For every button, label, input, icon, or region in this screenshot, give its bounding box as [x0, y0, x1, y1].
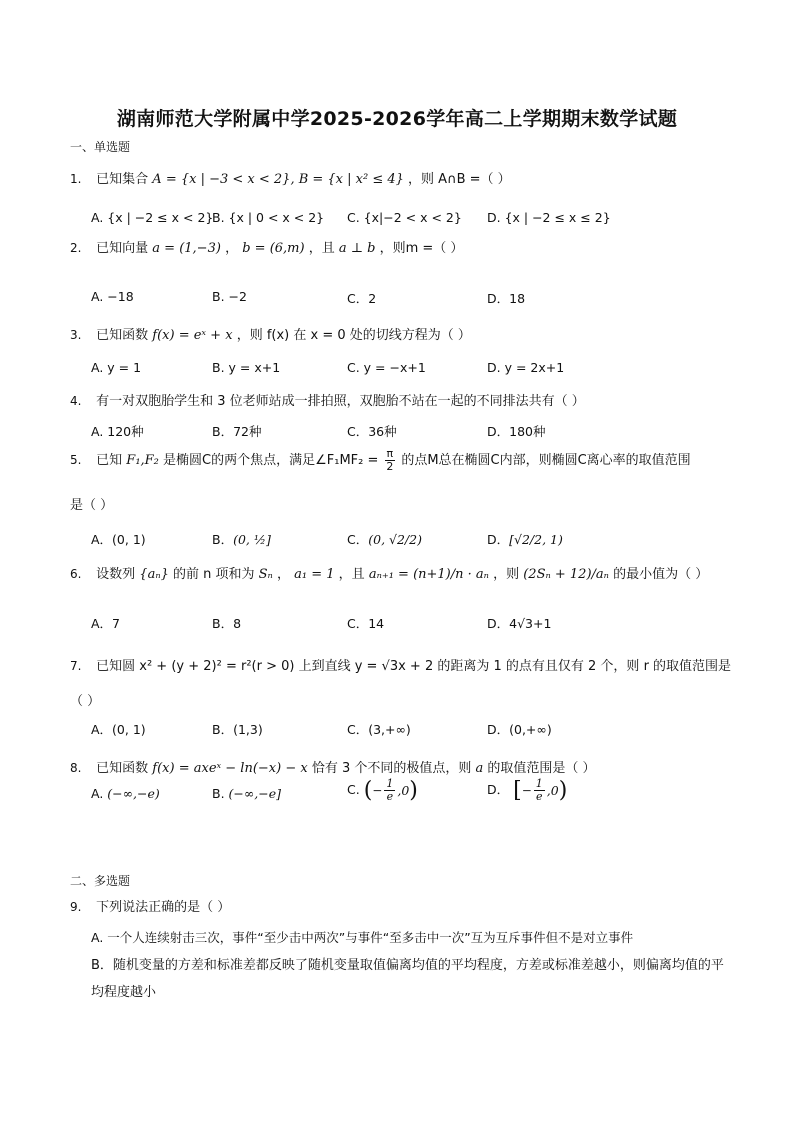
question-6: 6. 设数列 {aₙ} 的前 n 项和为 Sₙ ， a₁ = 1 ，且 aₙ₊₁ = (n+1)/n · aₙ ，则 (2Sₙ + 12)/aₙ 的最小值为（ ）: [70, 567, 709, 582]
q7-option-d: D．(0,+∞): [487, 722, 552, 737]
q5-option-b: B．(0, ½]: [212, 532, 271, 547]
q5-option-a: A．(0, 1): [91, 532, 146, 547]
section-single-choice: 一、单选题: [70, 140, 131, 154]
q6-option-c: C．14: [347, 616, 385, 631]
q8-option-d: D． [− $\frac{1}{e}$ ,0): [487, 777, 568, 803]
q3-math: f(x) = eˣ + x: [152, 328, 233, 343]
q7-option-c: C．(3,+∞): [347, 722, 411, 737]
q5-option-d: D．[√2/2, 1): [487, 532, 563, 547]
q8-option-a: A. (−∞,−e): [91, 786, 160, 801]
q1-math: A = {x | −3 < x < 2}, B = {x | x² ≤ 4}: [152, 172, 404, 187]
question-1: 1. 已知集合 A = {x | −3 < x < 2}, B = {x | x² ≤ 4} ，则 A∩B =（ ）: [70, 172, 511, 187]
q2-option-c: C．2: [347, 291, 377, 306]
section-multiple-choice: 二、多选题: [70, 874, 131, 888]
q2-option-d: D．18: [487, 291, 526, 306]
question-4: 4. 有一对双胞胎学生和 3 位老师站成一排拍照，双胞胎不站在一起的不同排法共有（ ）: [70, 394, 585, 409]
question-3: 3. 已知函数 f(x) = eˣ + x ，则 f(x) 在 x = 0 处的切线方程为（ ）: [70, 328, 471, 343]
q2-vector-a: a = (1,−3): [152, 241, 221, 256]
q5-fraction: $\frac{\pi}{2}$: [386, 447, 394, 473]
question-5: 5. 已知 F₁,F₂ 是椭圆C的两个焦点，满足∠F₁MF₂ = $\frac{\pi}{2}$ 的点M总在椭圆C内部，则椭圆C离心率的取值范围: [70, 447, 691, 473]
question-8: 8. 已知函数 f(x) = axeˣ − ln(−x) − x 恰有 3 个不同的极值点，则 a 的取值范围是（ ）: [70, 761, 596, 776]
q4-option-d: D．180种: [487, 424, 546, 439]
q4-option-c: C．36种: [347, 424, 397, 439]
q8-option-c: C. (− $\frac{1}{e}$ ,0): [347, 777, 418, 803]
q1-option-b: B. {x | 0 < x < 2}: [212, 210, 325, 225]
question-2: 2. 已知向量 a = (1,−3) ， b = (6,m) ，且 a ⊥ b ，则m =（ ）: [70, 241, 464, 256]
q1-option-d: D. {x | −2 ≤ x ≤ 2}: [487, 210, 611, 225]
q9-option-b: B．随机变量的方差和标准差都反映了随机变量取值偏离均值的平均程度，方差或标准差越小，则偏离均值的平均程度越小: [91, 958, 724, 1000]
q1-option-a: A. {x | −2 ≤ x < 2}: [91, 210, 214, 225]
question-9: 9. 下列说法正确的是（ ）: [70, 900, 231, 915]
q2-option-a: A. −18: [91, 289, 134, 304]
q4-option-a: A. 120种: [91, 424, 144, 439]
question-7: 7. 已知圆 x² + (y + 2)² = r²(r > 0) 上到直线 y = √3x + 2 的距离为 1 的点有且仅有 2 个，则 r 的取值范围是: [70, 659, 732, 674]
q3-option-b: B. y = x+1: [212, 360, 281, 375]
q2-vector-b: b = (6,m): [242, 241, 305, 256]
page-title: 湖南师范大学附属中学2025-2026学年高二上学期期末数学试题: [116, 108, 678, 130]
q7-option-b: B．(1,3): [212, 722, 263, 737]
q4-option-b: B．72种: [212, 424, 262, 439]
q3-option-d: D. y = 2x+1: [487, 360, 565, 375]
q5-option-c: C．(0, √2/2): [347, 532, 422, 547]
q6-option-d: D．4√3+1: [487, 616, 552, 631]
q3-option-c: C. y = −x+1: [347, 360, 426, 375]
q5-line2: 是（ ）: [70, 498, 114, 513]
q8-option-b: B. (−∞,−e]: [212, 786, 282, 801]
q2-option-b: B. −2: [212, 289, 247, 304]
q7-option-a: A．(0, 1): [91, 722, 146, 737]
q7-line2: （ ）: [70, 694, 101, 709]
q6-option-b: B．8: [212, 616, 242, 631]
q2-perp: a ⊥ b: [338, 241, 376, 256]
q6-option-a: A．7: [91, 616, 121, 631]
q1-option-c: C. {x|−2 < x < 2}: [347, 210, 462, 225]
q9-option-a: A. 一个人连续射击三次，事件“至少击中两次”与事件“至多击中一次”互为互斥事件但不是对立事件: [91, 930, 634, 945]
q3-option-a: A. y = 1: [91, 360, 142, 375]
